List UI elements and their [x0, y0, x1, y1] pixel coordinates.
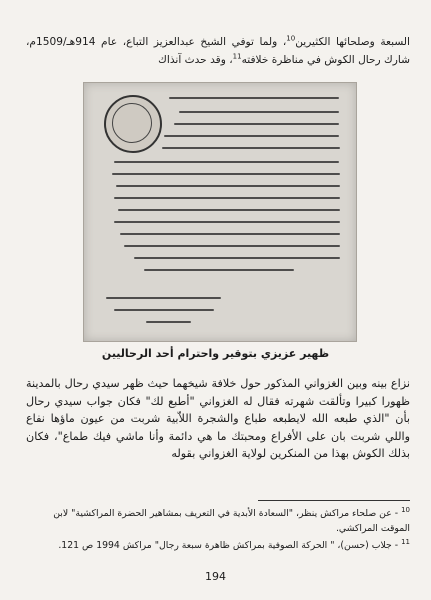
- script-line: [114, 309, 214, 311]
- script-line: [112, 173, 340, 175]
- footnote-divider: [258, 500, 410, 501]
- script-line: [124, 245, 340, 247]
- script-line: [169, 97, 339, 99]
- script-line: [116, 185, 340, 187]
- script-line: [114, 197, 340, 199]
- footnote-ref: 11: [232, 51, 242, 60]
- text-segment: السبعة وصلحائها الكثيرين: [295, 36, 410, 48]
- footnote-text: جلاب (حسن)، " الحركة الصوفية بمراكش ظاهرة سبعة رجال" مراكش 1994 ص 121.: [58, 540, 392, 551]
- text-segment: ، ولما توفي الشيخ عبدالعزيز التباع، عام 914هـ/1509م، شارك رحال الكوش في مناظرة خلافته: [26, 36, 410, 66]
- script-line: [106, 297, 221, 299]
- script-line: [120, 233, 340, 235]
- script-line: [114, 221, 340, 223]
- footnote-number: 10: [401, 505, 410, 514]
- script-line: [118, 209, 340, 211]
- figure-caption: ظهير عزيزي بتوقير واحترام أحد الرحاليين: [101, 347, 330, 360]
- script-line: [179, 111, 339, 113]
- footnote-number: 11: [401, 537, 410, 546]
- script-line: [174, 123, 339, 125]
- script-line: [164, 135, 339, 137]
- page-number: 194: [205, 570, 226, 583]
- signature-block: [106, 293, 226, 333]
- main-paragraph: نزاع بينه وبين الغزواني المذكور حول خلافة شيخهما حيث ظهر سيدي رحال بالمدينة ظهورا كبيرا وتألقت شهرته فقال له الغزواني "أطبع لك" فكان جواب سيدي رحال بأن "الذي طبعه الله لايطبعه طباع والشجرة اللاّبية شربت من عيون ماؤها نفاع واللي شربت بان على الأفراع ومحبتك ما هي دائمة وأنا ماشي فيك طماع"، فكان بذلك الكوش بهذا من المنكرين لولاية الغزواني بقوله: [26, 377, 410, 461]
- top-paragraph: [26, 34, 410, 69]
- footnote-ref: 10: [286, 34, 296, 43]
- manuscript-image: [83, 82, 357, 342]
- footnote-text: عن صلحاء مراكش ينظر، "السعادة الأبدية في التعريف بمشاهير الحضرة المراكشية" لابن الموقت المراكشي.: [53, 508, 410, 534]
- script-line: [162, 147, 340, 149]
- script-line: [144, 269, 294, 271]
- text-segment: ، وقد حدث آنذاك: [158, 53, 233, 66]
- script-line: [134, 257, 340, 259]
- script-line: [146, 321, 191, 323]
- seal-stamp: [104, 95, 162, 153]
- footnote: $^{10}$ - عن صلحاء مراكش ينظر، "السعادة الأبدية في التعريف بمشاهير الحضرة المراكشية" لابن الموقت المراكشي.: [53, 505, 410, 534]
- script-line: [114, 161, 339, 163]
- footnote: $^{11}$ - جلاب (حسن)، " الحركة الصوفية بمراكش ظاهرة سبعة رجال" مراكش 1994 ص 121.: [58, 537, 410, 551]
